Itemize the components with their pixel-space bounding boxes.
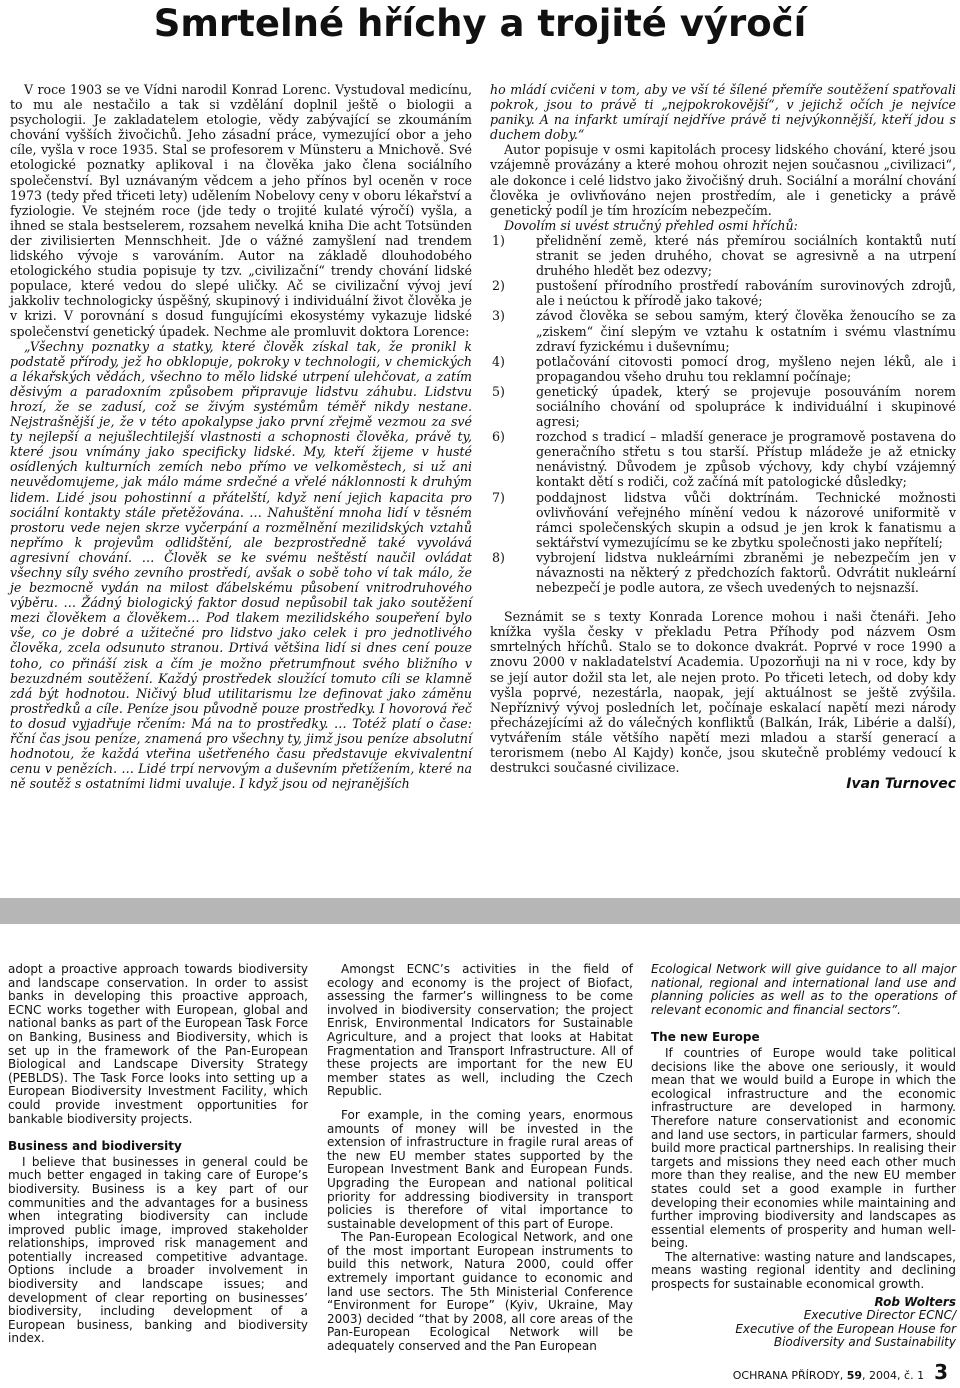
list-item [490, 308, 956, 353]
sins-list [490, 233, 956, 595]
english-column-3 [651, 963, 956, 1350]
paragraph: Amongst ECNC’s activities in the field of ecology and economy is the project of Biofact, assessing the farmer’s willingness to be come involved in biodiversity conservation; the project Enrisk, Environmental Indicators for Sustainable Agriculture, and a project that looks at Habitat Fragmentation and Transport Infrastructure. All of these projects are important for the new EU member states as well, including the Czech Republic. [327, 962, 633, 1099]
paragraph: The Pan-European Ecological Network, and one of the most important European instruments to build this network, Natura 2000, could offer extremely important guidance to economic and land use sectors. The 5th Ministerial Conference “Environment for Europe” (Kyiv, Ukraine, May 2003) decided “that by 2008, all core areas of the Pan-European Ecological Network will be adequately conserved and the Pan European [327, 1230, 633, 1354]
lorenz-quote: „Všechny poznatky a statky, které člověk získal tak, že pronikl k podstatě přírody, jež ho obklopuje, pokroky v technologii, v chemických a lékařských vědách, všechno to mělo lidské utrpení ulehčovat, a zatím děsivým a paradoxním způsobem připravuje lidstvu záhubu. Lidstvu hrozí, že se zadusí, což se živým systémům téměř nikdy nestane. Nejstrašnější je, že v této apokalypse jako první zřejmě vezmou za své ty nejlepší a nejušlechtilejší vlastnosti a schopnosti člověka, právě ty, které jsou vnímány jako specificky lidské. My, kteří žijeme v husté osídlených kulturních zemích nebo přímo ve velkoměstech, si už ani neuvědomujeme, jak málo máme srdečné a vřelé náklonnosti k druhým lidem. Lidé jsou pohostinní a přátelští, když není jejich kapacita pro sociální kontakty stále přetěžována. … Nahuštění mnoha lidí v těsném prostoru vede nejen skrze vyčerpání a rozmělnění mezilidských vztahů nepřímo k projevům odlidštění, ale bezprostředně také vyvolává agresivní chování. … Člověk se ke svému neštěstí naučil ovládat všechny síly svého zevního prostředí, avšak o sobě toho ví tak málo, že je bezmocně vydán na milost ďábelskému působení vnitrodruhového výběru. … Žádný biologický faktor dosud nepůsobil tak jako soutěžení mezi člověkem a člověkem… Pod tlakem mezilidského soupeření bylo vše, co je dobré a užitečné pro lidstvo jako celek i pro jednotlivého člověka, zcela odsunuto stranou. Drtivá většina lidí si dnes cení pouze toho, co přináší zisk a čím je možno přetrumfnout svého bližního v bezuzdném soutěžení. Každý prostředek sloužící tomuto cíli se klamně zdá být hodnotou. Ničivý blud utilitarismu lze definovat jako záměnu prostředků a cíle. Peníze jsou původně pouze prostředky. I hovorová řeč to dosud vyjadřuje rčením: Má na to prostředky. … Totéž platí o čase: řční čas jsou peníze, znamená pro všechny ty, jimž jsou peníze absolutní hodnotou, že každá vteřina ušetřeného času představuje ekvivalentní cenu v penězích. … Lidé trpí nervovým a duševním přetížením, které na ně soutěž s ostatními lidmi uvaluje. I když jsou od nejranějších [10, 338, 472, 792]
year-issue: , 2004, č. 1 [862, 1369, 925, 1382]
paragraph: If countries of Europe would take political decisions like the above one seriously, it would mean that we would build a Europe in which the ecological infrastructure and the economic infrastructure are developed in harmony. Therefore nature conservationist and economic and land use sectors, in particular farmers, should build more practical partnerships. In realising their targets and missions they need each other much more than they realise, and the new EU member states could set a good example in further developing their economies while maintaining and further improving biodiversity and landscapes as essential elements of prosperity and human well-being. [651, 1045, 956, 1251]
author-description: Autor popisuje v osmi kapitolách procesy lidského chování, které jsou vzájemně provázány a které mohou ohrozit nejen současnou „civilizaci“, ale dokonce i celé lidstvo jako živočišný druh. Sociální a morální chování člověka je ovlivňováno nejen prostředím, ale i geneticky a právě genetický podíl je tím hrozícím nebezpečím. [490, 142, 956, 218]
czech-left-column [10, 82, 472, 791]
author-title: Executive Director ECNC/ [803, 1308, 956, 1323]
sins-intro: Dovolím si uvést stručný přehled osmi hříchů: [504, 217, 798, 233]
section-heading: The new Europe [651, 1030, 760, 1045]
article-title: Smrtelné hříchy a trojité výročí [153, 2, 807, 45]
author-title: Executive of the European House for [735, 1321, 956, 1336]
list-text: rozchod s tradicí – mladší generace je programově postavena do generačního střetu s tou starší. Přístup mládeže je až etnicky nenávistný. Důvodem je způsob výchovy, kdy chybí vzájemný kontakt dětí s rodiči, což začíná mít patologické důsledky; [536, 429, 956, 490]
journal-name: OCHRANA PŘÍRODY, [732, 1369, 844, 1382]
journal-info [733, 1369, 924, 1382]
section-heading: Business and biodiversity [8, 1139, 182, 1154]
list-text: přelidnění země, které nás přemírou sociálních kontaktů nutí stranit se jeden druhého, chovat se agresivně a na utrpení druhého hledět bez odezvy; [536, 232, 956, 279]
lorenz-quote-end: ho mládí cvičeni v tom, aby ve vší té šílené přemíře soutěžení spatřovali pokrok, jsou to právě ti „nejpokrokovější“, v jejichž očích je nejvíce paniky. A na infarkt umírají nejdříve právě ti nejvýkonnější, kteří jdou s duchem doby.“ [490, 82, 956, 143]
list-item [490, 354, 956, 384]
list-item [490, 550, 956, 595]
list-number: 1) [492, 232, 505, 248]
list-number: 2) [492, 278, 505, 294]
czech-right-column [490, 82, 956, 792]
list-text: genetický úpadek, který se projevuje posouváním norem sociálního chování od spolupráce k individuální i skupinové agresi; [536, 383, 956, 430]
paragraph: adopt a proactive approach towards biodiversity and landscape conservation. In order to assist banks in developing this proactive approach, ECNC works together with European, global and national banks as part of the European Task Force on Banking, Business and Biodiversity, which is set up in the framework of the Pan-European Biological and Landscape Diversity Strategy (PEBLDS). The Task Force looks into setting up a European Biodiversity Investment Facility, which could provide investment opportunities for bankable biodiversity projects. [8, 962, 308, 1126]
list-text: vybrojení lidstva nukleárními zbraněmi je nebezpečím jen v návaznosti na některý z předchozích faktorů. Odvrátit nukleární nebezpečí je podle autora, ze všech uvedených to nejsnazší. [536, 549, 956, 596]
list-text: pustošení přírodního prostředí rabováním surovinových zdrojů, ale i neúctou k přírodě jako takové; [536, 278, 956, 309]
volume-number: 59 [846, 1369, 863, 1382]
list-number: 6) [492, 429, 505, 445]
paragraph: For example, in the coming years, enormous amounts of money will be invested in the extension of infrastructure in fragile rural areas of the new EU member states supported by the European Investment Bank and European Funds. Upgrading the European and national political priority for addressing biodiversity in transport policies is therefore of vital importance to sustainable development of this part of Europe. [327, 1107, 633, 1231]
list-number: 7) [492, 489, 505, 505]
list-text: závod člověka se sebou samým, který člověka ženoucího se za „ziskem“ činí slepým ve vztahu k ostatním i svému vlastnímu zdraví fyzickému i duševnímu; [536, 308, 956, 354]
english-column-2 [327, 963, 633, 1354]
author-signature: Rob Wolters [874, 1294, 956, 1309]
paragraph: The alternative: wasting nature and landscapes, means wasting regional identity and declining prospects for sustainable economical growth. [651, 1249, 956, 1292]
list-text: potlačování citovosti pomocí drog, myšleno nejen léků, ale i propagandou všeho druhu tou reklamní počínaje; [536, 353, 956, 384]
list-number: 8) [492, 549, 505, 565]
list-text: poddajnost lidstva vůči doktrínám. Technické možnosti ovlivňování veřejného mínění vedou k názorové uniformitě v rámci společenských skupin a odsud je jen krok k fanatismu a sektářství vymezujícímu se ke zbytku společnosti jako nepřítelí; [536, 489, 956, 550]
list-item [490, 429, 956, 489]
page-footer [733, 1360, 948, 1384]
list-number: 4) [492, 353, 505, 369]
list-item [490, 233, 956, 278]
author-title: Biodiversity and Sustainability [773, 1335, 956, 1350]
list-item [490, 278, 956, 308]
author-signature: Ivan Turnovec [846, 776, 956, 793]
paragraph: Ecological Network will give guidance to all major national, regional and international land use and planning policies as well as to the operations of relevant economic and financial sectors”. [651, 962, 956, 1017]
page-number: 3 [934, 1360, 948, 1384]
list-number: 3) [492, 308, 505, 324]
paragraph: I believe that businesses in general could be much better engaged in taking care of Europe’s biodiversity. Business is a key part of our communities and the advantages for a business when integrating biodiversity can include improved public image, improved stakeholder relationships, improved risk management and potentially increased competitive advantage. Options include a broader involvement in biodiversity and landscape issues; and development of clear reporting on businesses’ biodiversity, including development of a European business, banking and biodiversity index. [8, 1154, 308, 1346]
section-divider [0, 898, 960, 924]
intro-paragraph: V roce 1903 se ve Vídni narodil Konrad Lorenc. Vystudoval medicínu, to mu ale nestačilo a tak si vzdělání doplnil ještě o biologii a psychologii. Je zakladatelem etologie, vědy zabývající se zkoumáním chování vyšších živočichů. Jeho zásadní práce, vymezující obor a jeho cíle, vyšla v roce 1935. Stal se profesorem v Münsteru a Mnichově. Své etologické poznatky aplikoval i na člověka jako člena sociálního společenství. Byl uznávaným vědcem a jeho přínos byl oceněn v roce 1973 (tedy před třiceti lety) udělením Nobelovy ceny v oboru lékařství a fyziologie. Ve stejném roce (jde tedy o trojité kulaté výročí) vyšla, a ihned se stala bestselerem, rozsahem nevelká kniha Die acht Totsünden der zivilisierten Mennschheit. Jde o vážné zamyšlení nad trendem lidského vývoje s varováním. Autor na základě dlouhodobého etologického studia popisuje ty tzv. „civilizační“ trendy chování lidské populace, které vedou do slepé uličky. Ač se civilizační vývoj jeví jakkoliv technologicky úspěšný, skupinový i individuální život člověka je v krizi. V porovnání s dosud fungujícími ekosystémy vykazuje lidské společenství genetický úpadek. Nechme ale promluvit doktora Lorence: [10, 82, 472, 339]
list-item [490, 384, 956, 429]
list-number: 5) [492, 383, 505, 399]
closing-paragraph: Seznámit se s texty Konrada Lorence mohou i naši čtenáři. Jeho knížka vyšla česky v překladu Petra Příhody pod názvem Osm smrtelných hříchů. Stalo se to dokonce dvakrát. Poprvé v roce 1990 a znovu 2000 v nakladatelství Academia. Upozorňuji na ni v roce, kdy by se její autor dožil sta let, ale nejen proto. Po třiceti letech, od doby kdy vyšla poprvé, nezestárla, naopak, její aktuálnost se ještě zvýšila. Nepříznivý vývoj posledních let, počínaje eskalací napětí mezi národy přecházejícími až do válečných konfliktů (Balkán, Irák, Libérie a další), vytvářením stále většího napětí mezi mladou a starší generací a terorismem (nebo Al Kajdy) konče, jsou skutečně problémy vedoucí k destrukci současné civilizace. [490, 609, 956, 776]
list-item [490, 490, 956, 550]
english-column-1 [8, 963, 308, 1346]
